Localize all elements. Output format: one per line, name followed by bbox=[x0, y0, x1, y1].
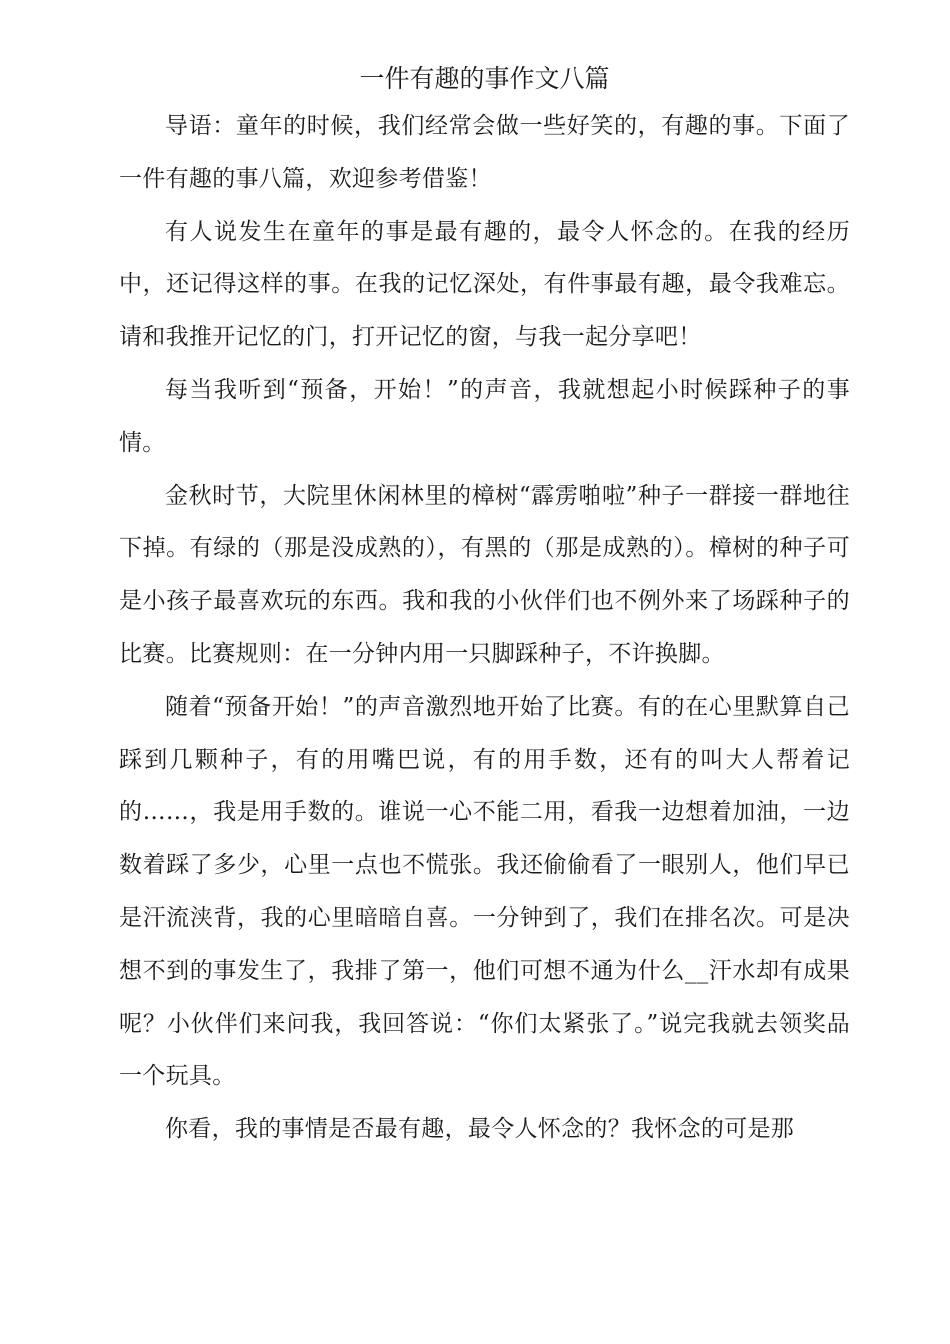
paragraph-opening: 有人说发生在童年的事是最有趣的，最令人怀念的。在我的经历中，还记得这样的事。在我的记忆深处，有件事最有趣，最令我难忘。请和我推开记忆的门，打开记忆的窗，与我一起分享吧！ bbox=[119, 218, 850, 351]
paragraph-contest: 随着“预备开始！”的声音激烈地开始了比赛。有的在心里默算自己踩到几颗种子，有的用嘴巴说，有的用手数，还有的叫大人帮着记的……，我是用手数的。谁说一心不能二用，看我一边想着加油，一边数着踩了多少，心里一点也不慌张。我还偷偷看了一眼别人，他们早已是汗流浃背，我的心里暗暗自喜。一分钟到了，我们在排名次。可是决想不到的事发生了，我排了第一，他们可想不通为什么__汗水却有成果呢？小伙伴们来问我，我回答说：“你们太紧张了。”说完我就去领奖品一个玩具。 bbox=[119, 693, 850, 1090]
paragraph-autumn: 金秋时节，大院里休闲林里的樟树“霹雳啪啦”种子一群接一群地往下掉。有绿的（那是没成熟的），有黑的（那是成熟的）。樟树的种子可是小孩子最喜欢玩的东西。我和我的小伙伴们也不例外来了场踩种子的比赛。比赛规则：在一分钟内用一只脚踩种子，不许换脚。 bbox=[119, 482, 850, 667]
paragraph-closing: 你看，我的事情是否最有趣，最令人怀念的？我怀念的可是那 bbox=[165, 1116, 795, 1143]
document-title: 一件有趣的事作文八篇 bbox=[359, 64, 610, 93]
paragraph-memory: 每当我听到“预备，开始！”的声音，我就想起小时候踩种子的事情。 bbox=[119, 376, 850, 456]
paragraph-intro: 导语：童年的时候，我们经常会做一些好笑的，有趣的事。下面了一件有趣的事八篇，欢迎参考借鉴！ bbox=[119, 113, 850, 192]
